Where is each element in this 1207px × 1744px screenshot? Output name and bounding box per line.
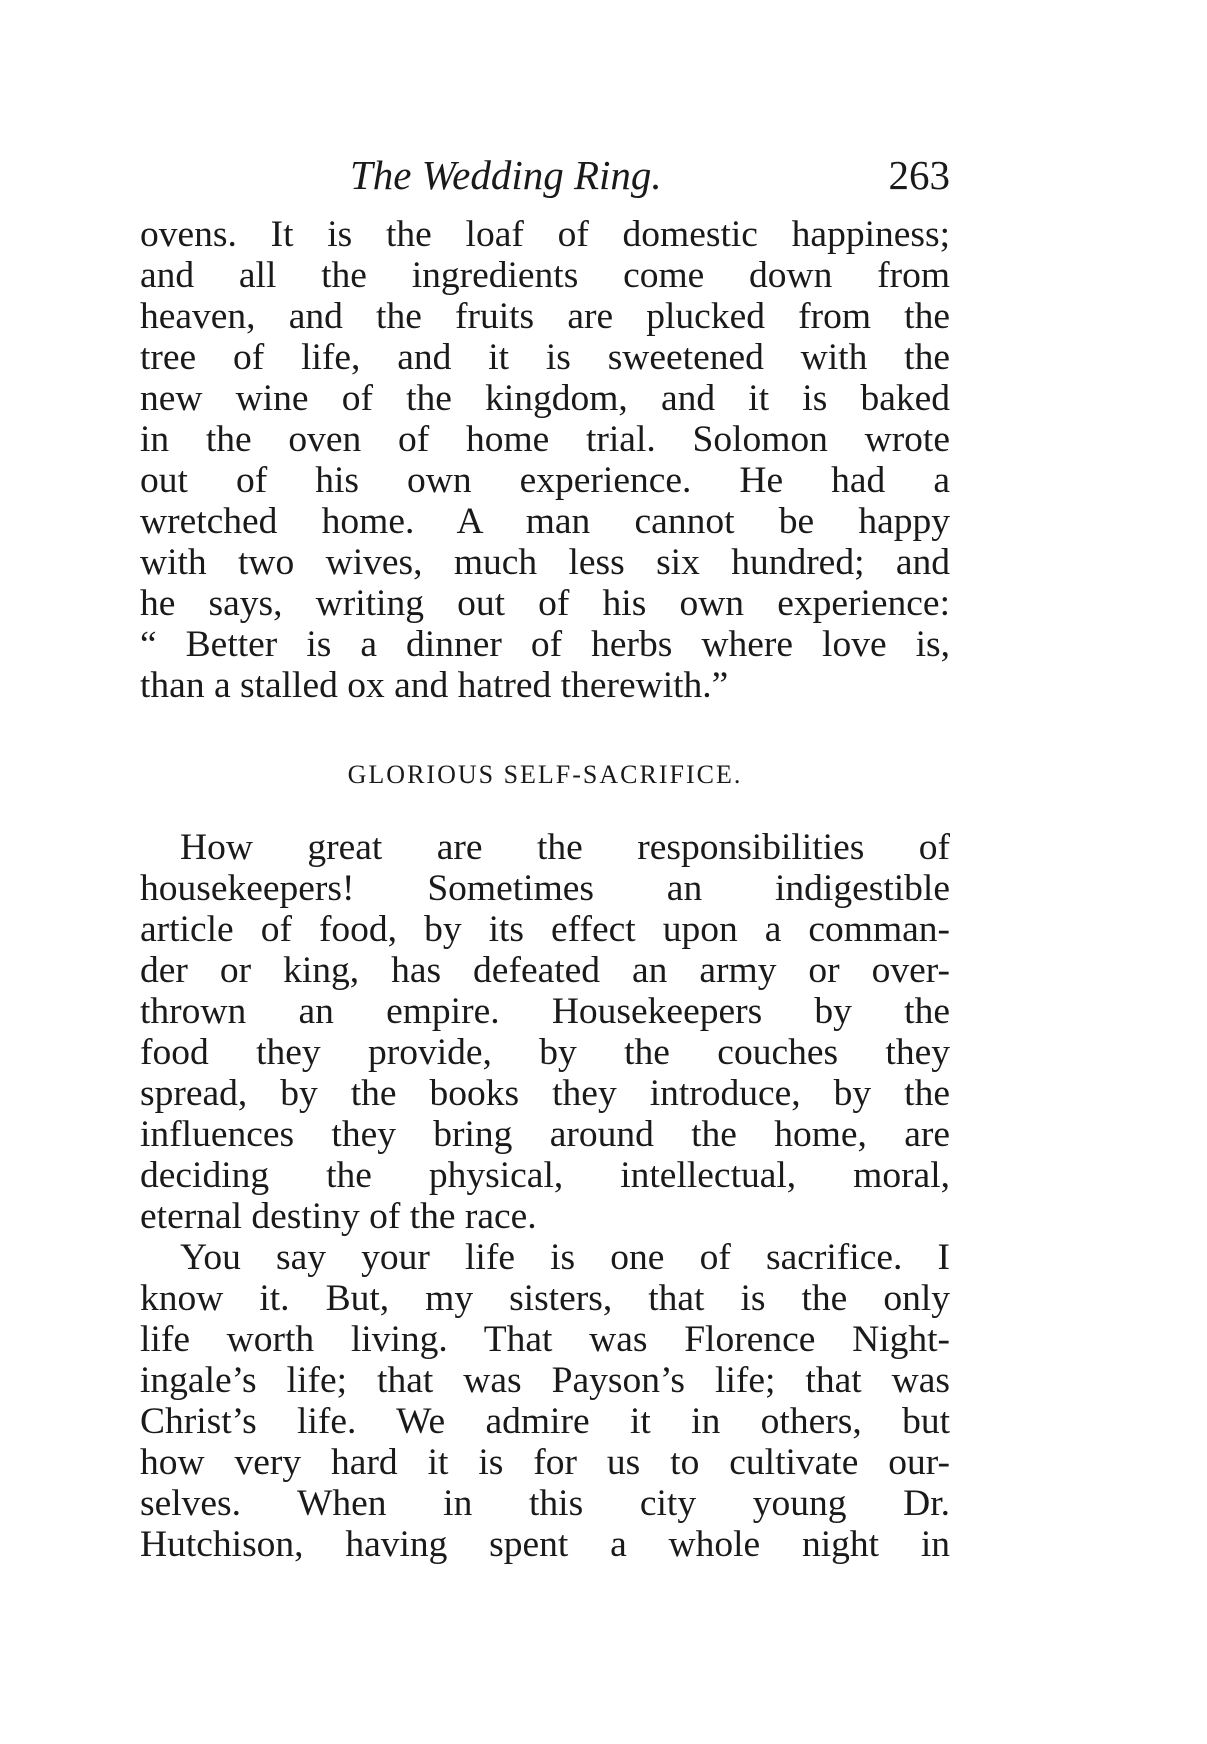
text-line: food they provide, by the couches they: [140, 1032, 950, 1073]
text-line: spread, by the books they introduce, by the: [140, 1073, 950, 1114]
text-line: how very hard it is for us to cultivate our-: [140, 1442, 950, 1483]
text-line: life worth living. That was Florence Night-: [140, 1319, 950, 1360]
text-line: You say your life is one of sacrifice. I: [180, 1237, 950, 1278]
text-line: he says, writing out of his own experience:: [140, 583, 950, 624]
text-line: Hutchison, having spent a whole night in: [140, 1524, 950, 1565]
text-line: Christ’s life. We admire it in others, but: [140, 1401, 950, 1442]
text-line: tree of life, and it is sweetened with the: [140, 337, 950, 378]
text-line: selves. When in this city young Dr.: [140, 1483, 950, 1524]
text-line: article of food, by its effect upon a comman-: [140, 909, 950, 950]
paragraph-continued: [140, 214, 950, 706]
section-body: [140, 827, 950, 1565]
running-title: The Wedding Ring.: [350, 152, 662, 198]
text-line: than a stalled ox and hatred therewith.”: [140, 665, 729, 706]
text-line: ovens. It is the loaf of domestic happiness;: [140, 214, 950, 255]
text-line: ingale’s life; that was Payson’s life; that was: [140, 1360, 950, 1401]
text-line: out of his own experience. He had a: [140, 460, 950, 501]
text-line: and all the ingredients come down from: [140, 255, 950, 296]
text-line: eternal destiny of the race.: [140, 1196, 537, 1237]
text-line: “ Better is a dinner of herbs where love is,: [140, 624, 950, 665]
text-line: new wine of the kingdom, and it is baked: [140, 378, 950, 419]
running-head: [140, 148, 950, 208]
text-line: wretched home. A man cannot be happy: [140, 501, 950, 542]
text-line: heaven, and the fruits are plucked from the: [140, 296, 950, 337]
text-line: with two wives, much less six hundred; and: [140, 542, 950, 583]
text-line: thrown an empire. Housekeepers by the: [140, 991, 950, 1032]
page-number: 263: [888, 152, 950, 198]
text-line: in the oven of home trial. Solomon wrote: [140, 419, 950, 460]
text-line: der or king, has defeated an army or over-: [140, 950, 950, 991]
text-line: housekeepers! Sometimes an indigestible: [140, 868, 950, 909]
paragraph: [140, 1237, 950, 1565]
text-line: know it. But, my sisters, that is the only: [140, 1278, 950, 1319]
text-line: deciding the physical, intellectual, moral,: [140, 1155, 950, 1196]
paragraph: [140, 827, 950, 1237]
section-heading: GLORIOUS SELF-SACRIFICE.: [347, 760, 743, 789]
text-line: influences they bring around the home, are: [140, 1114, 950, 1155]
text-line: How great are the responsibilities of: [180, 827, 950, 868]
